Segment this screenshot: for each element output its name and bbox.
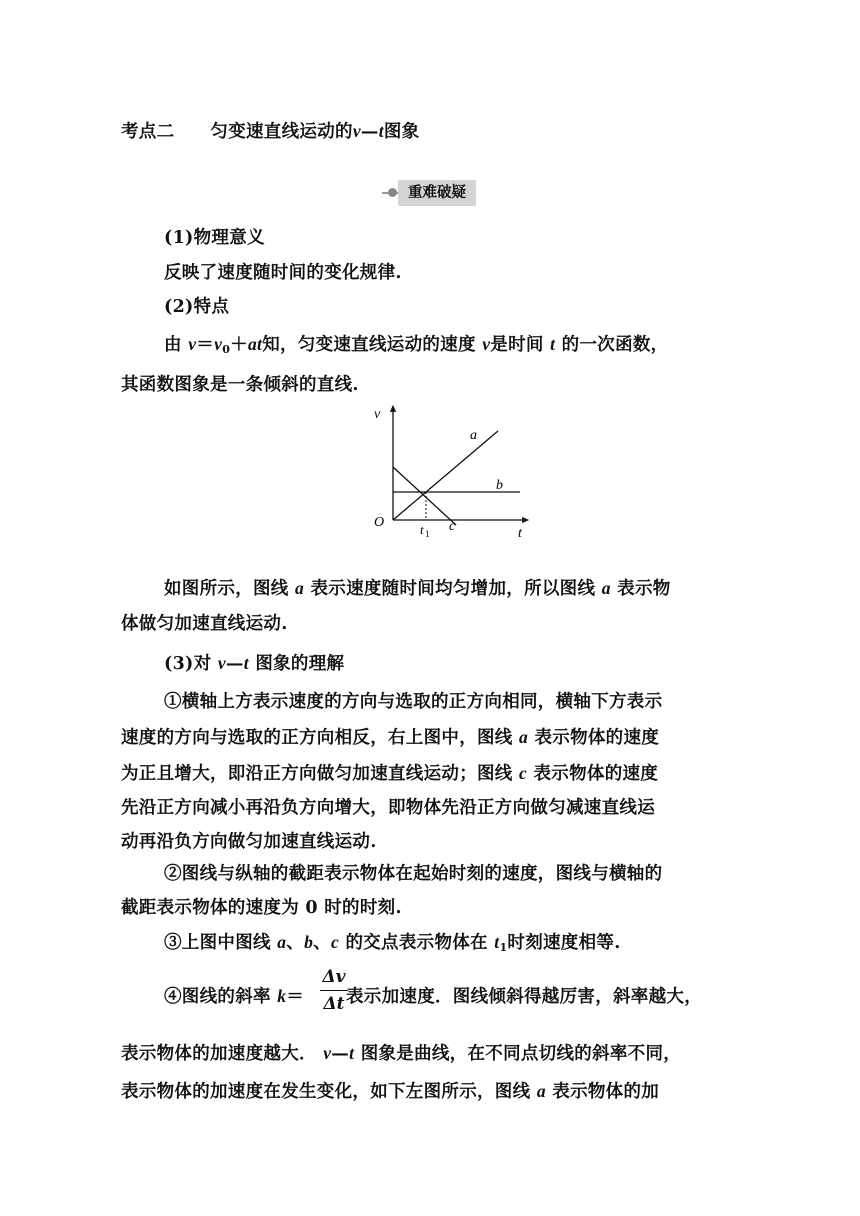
key-points-badge [382, 180, 482, 206]
section-heading [121, 118, 419, 143]
item2-line2: 截距表示物体的速度为 0 时的时刻. [121, 898, 402, 918]
t1-sub: 1 [425, 529, 430, 539]
text: ④图线的斜率 [164, 987, 271, 1007]
sep: 、 [286, 933, 305, 953]
item1-line2 [121, 724, 659, 749]
eq: ＝ [196, 335, 215, 355]
dash: — [331, 1044, 350, 1064]
var-v: v [188, 334, 197, 354]
text: 的一次函数， [561, 335, 669, 355]
item4-line1-suffix: 表示加速度．图线倾斜得越厉害，斜率越大， [346, 987, 702, 1007]
var-k: k [277, 986, 287, 1006]
slope-fraction [320, 966, 348, 1015]
s1-body: 反映了速度随时间的变化规律. [164, 263, 402, 283]
var-a: a [536, 1081, 546, 1101]
plus: ＋ [230, 335, 248, 355]
dash: — [360, 122, 379, 142]
vt-graph [360, 400, 540, 550]
text: 表示物体的加 [552, 1082, 660, 1102]
var-t: t [550, 334, 556, 354]
fraction-bar [320, 990, 348, 991]
text: 为正且增大，即沿正方向做匀加速直线运动；图线 [121, 764, 513, 784]
x-axis-label: t [518, 526, 522, 541]
dash: — [225, 654, 244, 674]
var-v0: v [214, 334, 223, 354]
var-c: c [519, 763, 528, 783]
s1-title: (1)物理意义 [164, 228, 265, 248]
fig-desc-line2: 体做匀加速直线运动. [121, 614, 288, 634]
text: (3)对 [164, 654, 212, 674]
var-a: a [519, 727, 529, 747]
sep: 、 [313, 933, 331, 953]
t1-label: t [420, 522, 424, 537]
origin-label: O [374, 515, 385, 530]
text: 表示物体的加速度在发生变化，如下左图所示，图线 [121, 1082, 531, 1102]
var-t: t [349, 1043, 355, 1063]
s3-title [164, 650, 344, 675]
y-axis-label: v [374, 407, 381, 422]
text: 是时间 [490, 335, 544, 355]
var-a: a [601, 578, 611, 598]
item1-line4: 先沿正方向减小再沿负方向增大，即物体先沿正方向做匀减速直线运 [121, 798, 655, 818]
text: 由 [164, 335, 182, 355]
text: 表示速度随时间均匀增加，所以图线 [310, 579, 596, 599]
text: ③上图中图线 [164, 933, 271, 953]
var-a: a [295, 578, 305, 598]
s2-line2: 其函数图象是一条倾斜的直线. [121, 375, 359, 395]
line-c [393, 467, 456, 525]
var-v: v [352, 121, 361, 141]
line-a [393, 431, 498, 520]
var-t: t [378, 121, 384, 141]
text: 如图所示，图线 [164, 579, 289, 599]
item4-line2 [121, 1040, 681, 1065]
var-a: a [277, 932, 287, 952]
badge-dot-icon [388, 188, 397, 197]
item4-line3 [121, 1078, 659, 1103]
eq: ＝ [286, 987, 305, 1007]
text: 表示物体的加速度越大． [121, 1044, 317, 1064]
item1-line5: 动再沿负方向做匀加速直线运动. [121, 832, 377, 852]
text: 速度的方向与选取的正方向相反，右上图中，图线 [121, 728, 513, 748]
var-t: t [494, 932, 500, 952]
text: 表示物体的速度 [533, 764, 659, 784]
item2-line1: ②图线与纵轴的截距表示物体在起始时刻的速度，图线与横轴的 [164, 864, 663, 884]
badge-label: 重难破疑 [398, 180, 476, 206]
var-c: c [330, 932, 340, 952]
fig-desc-line1 [164, 575, 671, 600]
heading-label: 考点二 [121, 122, 175, 142]
var-v: v [482, 334, 491, 354]
fraction-denominator: Δt [323, 994, 345, 1014]
text: 表示物 [617, 579, 671, 599]
text: 知，匀变速直线运动的速度 [262, 335, 476, 355]
text: 表示物体的速度 [534, 728, 660, 748]
text: 的交点表示物体在 [345, 933, 488, 953]
sub-0: 0 [222, 343, 231, 356]
item1-line3 [121, 760, 658, 785]
heading-title: 匀变速直线运动的 [210, 122, 353, 142]
heading-suffix: 图象 [383, 122, 420, 142]
label-c: c [449, 519, 456, 534]
text: 时刻速度相等. [507, 933, 621, 953]
var-v: v [217, 653, 226, 673]
item1-line1: ①横轴上方表示速度的方向与选取的正方向相同，横轴下方表示 [164, 692, 663, 712]
var-t: t [243, 653, 249, 673]
fraction-numerator: Δv [322, 967, 346, 987]
s2-title: (2)特点 [164, 297, 230, 317]
item3 [164, 929, 621, 954]
text: 图象的理解 [255, 654, 345, 674]
text: 图象是曲线，在不同点切线的斜率不同， [360, 1044, 682, 1064]
label-b: b [496, 478, 503, 493]
var-at: at [247, 334, 263, 354]
var-v: v [323, 1043, 332, 1063]
sub-1: 1 [499, 941, 508, 954]
s2-line1 [164, 331, 668, 356]
item4-line1-prefix [164, 983, 304, 1008]
label-a: a [470, 428, 477, 443]
var-b: b [304, 932, 314, 952]
